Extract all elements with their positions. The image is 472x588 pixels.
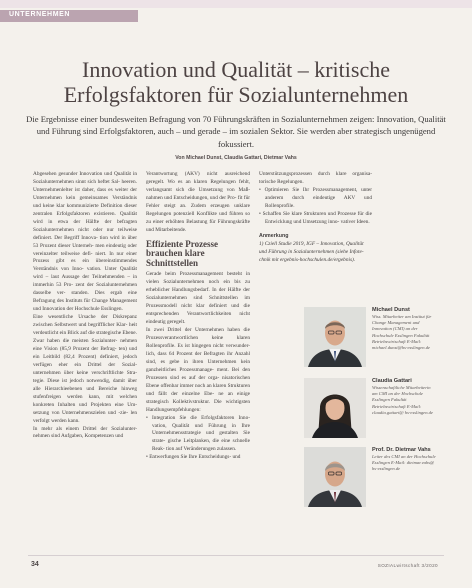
paragraph: Unterstützungsprozessen durch klare organisa- torische Regelungen. [259, 171, 372, 185]
article-byline: Von Michael Dunst, Claudia Gattari, Dietmar Vahs [175, 155, 297, 161]
text-column-1 [33, 171, 137, 441]
author-info [372, 307, 436, 351]
section-subheading: Effiziente Prozesse brauchen klare Schnittstellen [146, 238, 219, 268]
top-color-band [0, 0, 472, 8]
article-title-line1: Innovation und Qualität – kritische [82, 57, 390, 82]
list-item: • Optimieren Sie Ihr Prozessmanagement, unter anderem durch eindeutige AKV und Rollenprofile. [259, 187, 372, 211]
author-photo [304, 378, 366, 438]
text-column-3 [259, 171, 372, 264]
author-photo [304, 307, 366, 367]
author-role: Leiter des CMI an der Hochschule Esslingen E-Mail: dietmar.vahs@ hs-esslingen.de [372, 454, 436, 472]
note-text: 1) Cziell Studie 2019, IGF – Innovation, Qualität und Führung in Sozialunternehmen (siehe Infote- chnik mit ergebnis-hochschulen.de/ergebnis). [259, 240, 364, 263]
author-info [372, 378, 436, 416]
list-item: • Entwerfungen Sie Ihre Entscheidungs- und [146, 454, 250, 462]
author-name: Claudia Gattari [372, 378, 412, 384]
author-card [304, 378, 436, 438]
author-photo [304, 447, 366, 507]
list-item: • Schaffen Sie klare Strukturen und Prozesse für die Entwicklung und Umsetzung inno- vativer Ideen. [259, 211, 372, 227]
recommendation-list-continued [259, 187, 372, 227]
article-title-line2: Erfolgsfaktoren für Sozialunternehmen [63, 82, 409, 107]
page-number: 34 [31, 561, 39, 568]
text-column-2 [146, 171, 250, 462]
author-role: Wiss. Mitarbeiter am Institut für Change Management und Innovation (CMI) an der Hochschule Esslingen Fakultät Betriebswirtschaft E-Mail: michael.dunst@hs-esslingen.de [372, 314, 432, 351]
note-heading: Anmerkung [259, 232, 289, 239]
list-item: • Integration Sie die Erfolgsfaktoren Inno- vation, Qualität und Führung in Ihre Unternehmensstrategie und gestalten Sie strate- gische Leitplanken, die eine schnelle Reak- tion auf Veränderungen zulassen. [146, 415, 250, 455]
paragraph: Eine wesentliche Ursache der Diskrepanz zwischen Selbstwert und begrifflicher Klar- heit verdeutlicht ein Blick auf die strategische Ebene. Zwar haben die meisten Sozialunter- nehmen eine Vision (85,9 Prozent der Befrag- ten) und ein Leitbild (82,4 Prozent) definiert, jedoch verfügen eher ein Drittel der Sozial- unternehmen über keine verschriftlichte Stra- tegie. Diese ist jedoch notwendig, damit über alle Hierarchieebenen und Bereiche hinweg stufenfreigen werden kann, mit welchen konkreten Inhalten und Projekten eine Um- setzung von Unternehmenszielen und -zie- len verfolgt werden kann. [33, 314, 137, 424]
footer-divider [28, 555, 444, 556]
paragraph: In mehr als einem Drittel der Sozialunter- nehmen sind Aufgaben, Kompetenzen und [33, 425, 137, 440]
author-name: Michael Dunst [372, 307, 410, 313]
paragraph: Abgesehen gesunder Innovation und Qualität in Sozialunternehmen sinnt sich heftet Sal- heeren. Unternehmenlelter ist daher, dass es weiter der Unternehmen kein gemeinsames Verständnis und keine klar kommunizierte Definition dieser zentralen Erfolgsfaktoren existieren. Qualität wird in etwa der Hälfte der befragten Sozialunternehmen nicht oder nur teilweise definiert. Der Begriff Innova- tion wird in über 53 Prozent dieser Unterneh- men eindeutig oder vereinzelter teilweise defi- niert. In nur einer Prozess gibt es ein übereinstimmendes Verständnis von Inno- vation. Unter Qualität wird – laut Aussage der Teilnehmenden – in immerhin 53 Pro- zent der Sozialunternehmen dasselbe ver- standen. Dies ergab eine Befragung des Instituts für Change Management und Innovation der Hochschule Esslingen. [33, 171, 137, 313]
section-label: UNTERNEHMEN [9, 11, 71, 18]
author-role: Wissenschaftliche Mitarbeiterin am CMI an der Hochschule Esslingen Fakultät Betriebswirtschaft E-Mail: claudia.gattari@ hs-esslingen.de [372, 385, 434, 415]
paragraph: Gerade beim Prozessmanagement besteht in vielen Sozialunternehmen noch ein bis zu erheblicher Handlungsbedarf. In der Hälfte der Sozialunternehmen sind Schnittstellen im Prozessmodell nicht klar definiert und die entsprechenden Verantwortlichkeiten nicht eindeutig geregelt. [146, 271, 250, 326]
author-name: Prof. Dr. Dietmar Vahs [372, 447, 431, 453]
article-lead: Die Ergebnisse einer bundesweiten Befragung von 70 Führungskräften in Sozialunternehmen zeigen: Innovation, Qualität und Führung sind Erfolgsfaktoren, auch – und gerade – im sozialen Sektor. Sie werden aber strategisch ungenügend fokussiert. [26, 114, 446, 149]
author-card [304, 447, 436, 507]
publication-name: SOZIALwirtschaft 3/2020 [377, 563, 438, 568]
article-title [0, 57, 472, 107]
author-card [304, 307, 436, 367]
paragraph: Verantwortung (AKV) nicht ausreichend geregelt. Wo es an klaren Regelungen fehlt, verlangsamt sich die Umsetzung von Maß- nahmen und Entscheidungen, und der Pro- fit für Fehler steigt an. Zudem erzeugen unklare Regelungen potenziell Konflikte und führen so zu einer erhöhten Belastung für Führungskräfte und Mitarbeitende. [146, 171, 250, 233]
author-info [372, 447, 436, 473]
section-tag [0, 10, 138, 22]
portrait-icon [304, 307, 366, 367]
portrait-icon [304, 447, 366, 507]
paragraph: In zwei Drittel der Unternehmen haben die Prozessverantwortlichen keine klaren Rollenprofile. Es ist hingegen nicht verwunder- lich, dass 64 Prozent der Befragten ihr Anzahl sind, es gebe in ihren Unternehmen kein ganzheitliches Prozessmanage- ment. Bei den Prozessen sind es auf der orga- nisatorischen Ebene offenbar immer noch an klaren Strukturen und fällt der einzelne Ebe- ne an einige strategisch Kollektivstruktur. Die wichtigsten Handlungsempfehlungen: [146, 327, 250, 413]
portrait-icon [304, 378, 366, 438]
recommendation-list [146, 415, 250, 463]
